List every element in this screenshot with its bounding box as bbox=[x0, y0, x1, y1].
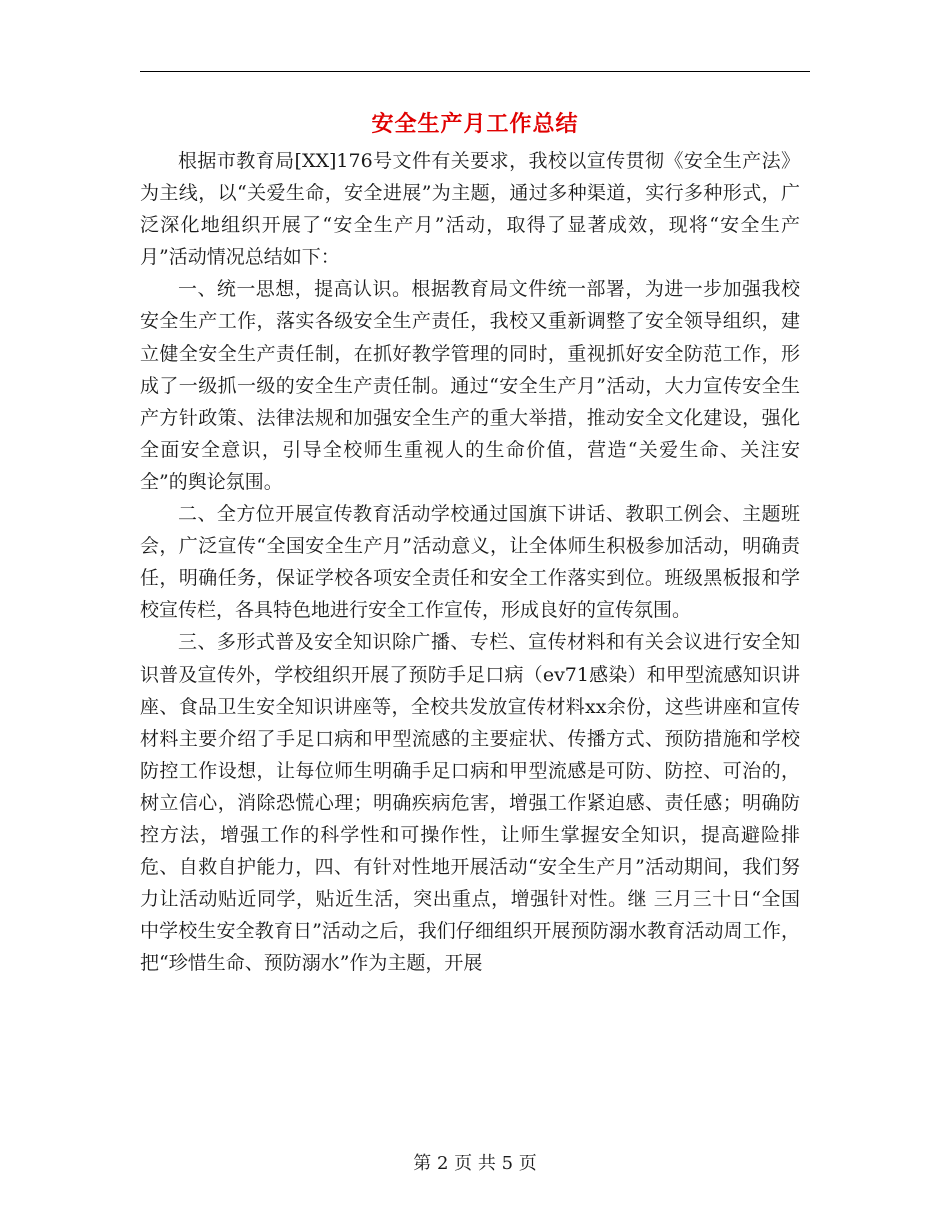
page-number-footer: 第 2 页 共 5 页 bbox=[413, 1153, 537, 1174]
paragraph-section-2: 二、全方位开展宣传教育活动学校通过国旗下讲话、教职工例会、主题班会，广泛宣传“全国安全生产月”活动意义，让全体师生积极参加活动，明确责任，明确任务，保证学校各项安全责任和安全工作落实到位。班级黑板报和学校宣传栏，各具特色地进行安全工作宣传，形成良好的宣传氛围。 bbox=[140, 503, 800, 622]
document-title: 安全生产月工作总结 bbox=[371, 111, 579, 137]
document-body bbox=[140, 145, 800, 979]
paragraph-intro: 根据市教育局[XX]176号文件有关要求，我校以宣传贯彻《安全生产法》为主线，以“关爱生命，安全进展”为主题，通过多种渠道，实行多种形式，广泛深化地组织开展了“安全生产月”活动，取得了显著成效，现将“安全生产月”活动情况总结如下： bbox=[140, 150, 800, 269]
paragraph-section-1: 一、统一思想，提高认识。根据教育局文件统一部署，为进一步加强我校安全生产工作，落实各级安全生产责任，我校又重新调整了安全领导组织，建立健全安全生产责任制，在抓好教学管理的同时，重视抓好安全防范工作，形成了一级抓一级的安全生产责任制。通过“安全生产月”活动，大力宣传安全生产方针政策、法律法规和加强安全生产的重大举措，推动安全文化建设，强化全面安全意识，引导全校师生重视人的生命价值，营造“关爱生命、关注安全”的舆论氛围。 bbox=[140, 278, 800, 493]
paragraph-section-3: 三、多形式普及安全知识除广播、专栏、宣传材料和有关会议进行安全知识普及宣传外，学校组织开展了预防手足口病（ev71感染）和甲型流感知识讲座、食品卫生安全知识讲座等，全校共发放宣传材料xx余份，这些讲座和宣传材料主要介绍了手足口病和甲型流感的主要症状、传播方式、预防措施和学校防控工作设想，让每位师生明确手足口病和甲型流感是可防、防控、可治的，树立信心，消除恐慌心理；明确疾病危害，增强工作紧迫感、责任感；明确防控方法，增强工作的科学性和可操作性，让师生掌握安全知识，提高避险排危、自救自护能力，四、有针对性地开展活动“安全生产月”活动期间，我们努力让活动贴近同学，贴近生活，突出重点，增强针对性。继 三月三十日“全国中学校生安全教育日”活动之后，我们仔细组织开展预防溺水教育活动周工作，把“珍惜生命、预防溺水”作为主题，开展 bbox=[140, 631, 800, 975]
header-rule bbox=[140, 71, 810, 72]
